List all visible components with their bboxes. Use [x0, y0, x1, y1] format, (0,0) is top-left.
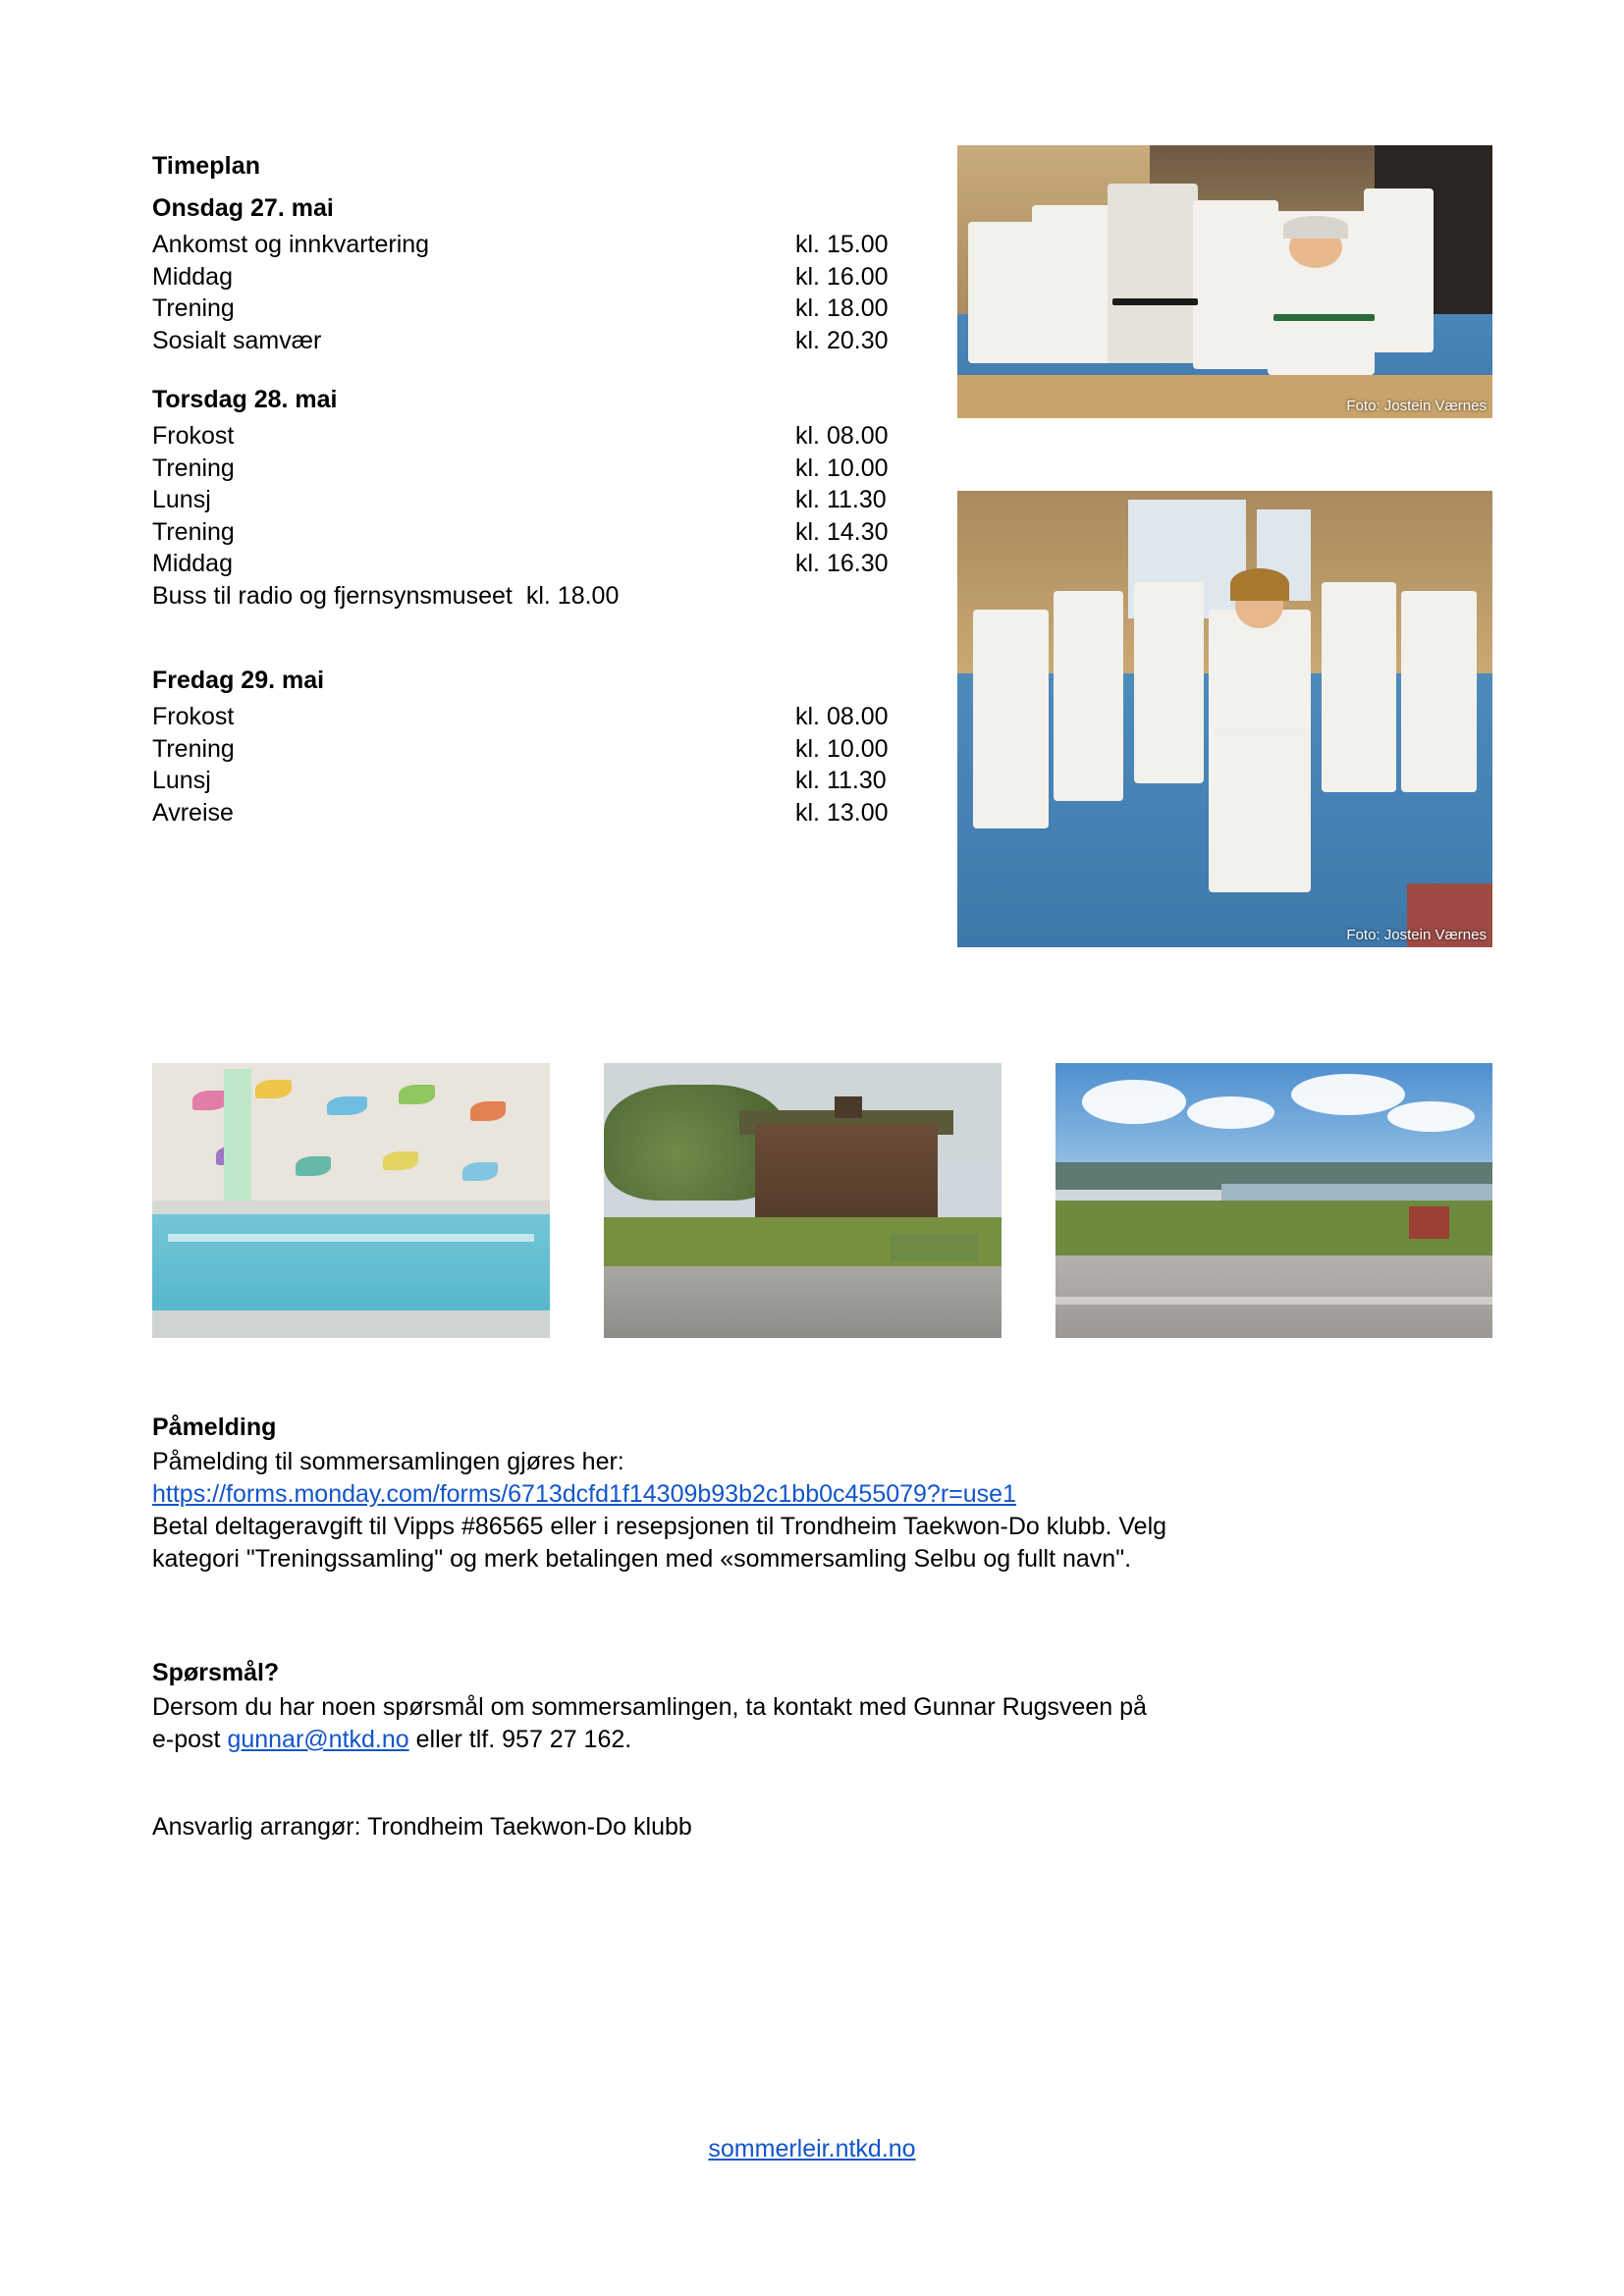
schedule-row	[152, 484, 887, 516]
day-title: Onsdag 27. mai	[152, 194, 334, 222]
schedule-row	[152, 548, 889, 580]
schedule-row	[152, 261, 889, 294]
schedule-row	[152, 325, 889, 357]
schedule-row	[152, 765, 887, 797]
registration-form-link[interactable]: https://forms.monday.com/forms/6713dcfd1f14309b93b2c1bb0c455079?r=use1	[152, 1480, 1016, 1508]
schedule-row	[152, 516, 889, 549]
questions-line-2-prefix: e-post	[152, 1726, 228, 1753]
schedule-label: Sosialt samvær	[152, 326, 322, 354]
questions-line-2-suffix: eller tlf. 957 27 162.	[408, 1726, 632, 1753]
organizer-section	[152, 1811, 1492, 1843]
questions-line-1: Dersom du har noen spørsmål om sommersamlingen, ta kontakt med Gunnar Rugsveen på	[152, 1693, 1147, 1721]
schedule-row	[152, 453, 889, 485]
photo-old-wooden-cabin	[604, 1063, 1001, 1338]
schedule-time: kl. 18.00	[525, 581, 620, 610]
registration-payment-line-1: Betal deltageravgift til Vipps #86565 eller i resepsjonen til Trondheim Taekwon-Do klubb. Velg	[152, 1513, 1167, 1540]
day-block-wednesday	[152, 194, 889, 356]
schedule-row	[152, 420, 889, 453]
schedule-time: kl. 08.00	[795, 703, 889, 730]
schedule-label: Middag	[152, 262, 233, 291]
schedule-section	[152, 152, 889, 858]
schedule-time: kl. 16.30	[795, 550, 889, 577]
registration-payment-line-2: kategori "Treningssamling" og merk betalingen med «sommersamling Selbu og fullt navn".	[152, 1545, 1132, 1573]
page-title: Timeplan	[152, 152, 261, 180]
schedule-time: kl. 10.00	[795, 454, 889, 482]
schedule-label: Middag	[152, 550, 233, 577]
photo-swimming-pool	[152, 1063, 550, 1338]
schedule-time: kl. 18.00	[795, 294, 889, 322]
day-title: Torsdag 28. mai	[152, 386, 338, 413]
questions-heading: Spørsmål?	[152, 1659, 280, 1686]
schedule-row	[152, 701, 889, 733]
schedule-time: kl. 20.30	[795, 326, 889, 354]
photo-taekwondo-group-in-hall	[957, 491, 1492, 947]
schedule-label: Frokost	[152, 422, 235, 450]
schedule-label: Ankomst og innkvartering	[152, 231, 430, 258]
photo-credit: Foto: Jostein Værnes	[1346, 927, 1487, 943]
schedule-time: kl. 13.00	[795, 798, 889, 827]
schedule-row	[152, 580, 800, 613]
schedule-label: Frokost	[152, 703, 235, 730]
questions-line-2	[152, 1724, 1492, 1756]
day-title: Fredag 29. mai	[152, 667, 325, 694]
schedule-time: kl. 10.00	[795, 734, 889, 763]
schedule-row	[152, 293, 889, 325]
schedule-label: Trening	[152, 454, 235, 482]
registration-heading: Påmelding	[152, 1414, 277, 1441]
photo-taekwondo-training-close-up	[957, 145, 1492, 418]
footer	[0, 2135, 1624, 2163]
schedule-row	[152, 797, 889, 829]
schedule-label: Trening	[152, 517, 235, 546]
schedule-label: Trening	[152, 294, 235, 322]
schedule-row	[152, 229, 889, 261]
schedule-label: Buss til radio og fjernsynsmuseet	[152, 581, 513, 610]
footer-link[interactable]: sommerleir.ntkd.no	[708, 2135, 916, 2163]
schedule-time: kl. 15.00	[795, 231, 889, 258]
contact-email-link[interactable]: gunnar@ntkd.no	[227, 1726, 409, 1753]
day-block-friday	[152, 667, 889, 828]
schedule-label: Lunsj	[152, 767, 211, 794]
schedule-time: kl. 11.30	[795, 486, 887, 513]
schedule-time: kl. 16.00	[795, 262, 889, 291]
registration-section	[152, 1414, 1492, 1575]
schedule-time: kl. 08.00	[795, 422, 889, 450]
schedule-label: Avreise	[152, 798, 234, 827]
schedule-time: kl. 14.30	[795, 517, 889, 546]
schedule-row	[152, 733, 889, 766]
schedule-time: kl. 11.30	[795, 767, 887, 794]
day-block-thursday	[152, 386, 889, 612]
questions-section	[152, 1659, 1492, 1756]
photo-credit: Foto: Jostein Værnes	[1346, 398, 1487, 414]
schedule-label: Trening	[152, 734, 235, 763]
photo-road-by-the-lake	[1056, 1063, 1492, 1338]
organizer-text: Ansvarlig arrangør: Trondheim Taekwon-Do klubb	[152, 1813, 692, 1841]
schedule-label: Lunsj	[152, 486, 211, 513]
registration-intro: Påmelding til sommersamlingen gjøres her:	[152, 1448, 624, 1475]
